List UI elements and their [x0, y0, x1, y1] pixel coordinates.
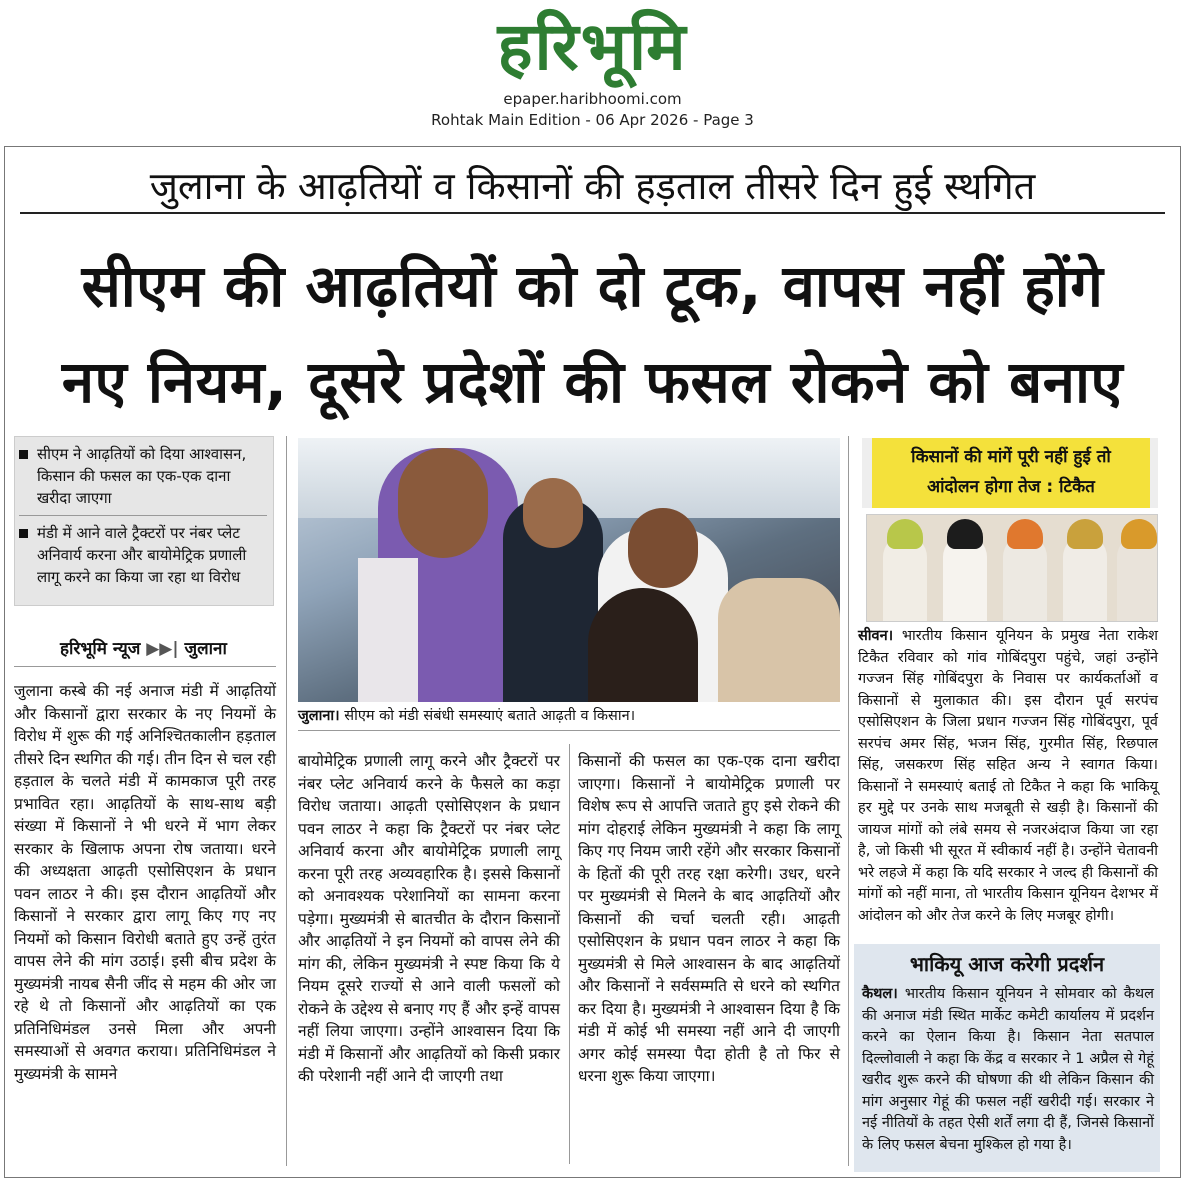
caption-text: सीएम को मंडी संबंधी समस्याएं बताते आढ़ती व किसान।	[344, 708, 636, 724]
sidebar-headline-line2: आंदोलन होगा तेज : टिकैत	[927, 477, 1095, 497]
square-bullet-icon	[19, 450, 28, 459]
byline	[60, 636, 227, 659]
article-column-2: बायोमेट्रिक प्रणाली लागू करने और ट्रैक्टरों पर नंबर प्लेट अनिवार्य करने के फैसले का कड़ा विरोध जताया। आढ़ती एसोसिएशन के प्रधान पवन लाठर ने कहा कि ट्रैक्टरों पर नंबर प्लेट अनिवार्य करना और बायोमेट्रिक प्रणाली लागू करना पूरी तरह अव्यवहारिक है। इससे किसानों को अनावश्यक परेशानियों का सामना करना पड़ेगा। मुख्यमंत्री से बातचीत के दौरान किसानों और आढ़तियों ने इन नियमों को वापस लेने की मांग की, लेकिन मुख्यमंत्री ने स्पष्ट किया कि ये नियम दूसरे राज्यों से आने वाली फसलों को रोकने के उद्देश्य से बनाए गए हैं और इन्हें वापस नहीं लिया जाएगा। उन्होंने आश्वासन दिया कि मंडी में किसानों और आढ़तियों को किसी प्रकार की परेशानी नहीं आने दी जाएगी तथा	[298, 752, 560, 1085]
byline-arrows-icon: ▶▶|	[146, 639, 179, 659]
sidebar-photo	[866, 514, 1158, 622]
square-bullet-icon	[19, 529, 28, 538]
article-column-3: किसानों की फसल का एक-एक दाना खरीदा जाएगा। किसानों ने बायोमेट्रिक प्रणाली पर विशेष रूप से आपत्ति जताते हुए इसे रोकने की मांग दोहराई लेकिन मुख्यमंत्री ने कहा कि लागू किए गए नियम जारी रहेंगे और सरकार किसानों के हितों की पूरी तरह रक्षा करेगी। उधर, धरने पर मुख्यमंत्री से मिलने के बाद आढ़तियों और किसानों की चर्चा चलती रही। आढ़ती एसोसिएशन के प्रधान पवन लाठर ने कहा कि मुख्यमंत्री से मिले आश्वासन के बाद आढ़तियों और किसानों ने सर्वसम्मति से धरने को स्थगित कर दिया है। मुख्यमंत्री ने आश्वासन दिया है कि मंडी में कोई भी समस्या नहीं आने दी जाएगी अगर कोई समस्या पैदा होती है तो फिर से धरना शुरू किया जाएगा।	[578, 752, 840, 1085]
byline-place: जुलाना	[184, 639, 227, 659]
caption-place: जुलाना।	[298, 708, 340, 724]
sidebar-story-body	[858, 626, 1158, 927]
bkiu-story-place: कैथल।	[862, 986, 898, 1002]
article-column-1: जुलाना कस्बे की नई अनाज मंडी में आढ़तियों और किसानों द्वारा सरकार के नए नियमों के विरोध में शुरू की गई अनिश्चितकालीन हड़ताल तीसरे दिन स्थगित की गई। तीन दिन से चल रही हड़ताल के चलते मंडी में कामकाज पूरी तरह प्रभावित रहा। आढ़तियों के साथ-साथ बड़ी संख्या में किसानों ने भी धरने में भाग लेकर सरकार के खिलाफ अपना रोष जताया। धरने की अध्यक्षता आढ़ती एसोसिएशन के प्रधान पवन लाठर ने की। इस दौरान आढ़तियों और किसानों ने सरकार द्वारा लागू किए गए नए नियमों को किसान विरोधी बताते हुए उन्हें तुरंत वापस लेने की मांग उठाई। इसी बीच प्रदेश के मुख्यमंत्री नायब सैनी जींद से महम की ओर जा रहे थे तो किसानों और आढ़तियों का एक प्रतिनिधिमंडल उनसे मिला और अपनी समस्याओं से अवगत कराया। प्रतिनिधिमंडल ने मुख्यमंत्री के सामने	[14, 682, 276, 1083]
divider	[19, 515, 267, 516]
divider	[298, 730, 840, 731]
bkiu-story-text: भारतीय किसान यूनियन ने सोमवार को कैथल की अनाज मंडी स्थित मार्केट कमेटी कार्यालय में प्रदर्शन करने का ऐलान किया है। किसान नेता सतपाल दिल्लोवाली ने कहा कि केंद्र व सरकार ने 1 अप्रैल से गेहूं खरीद शुरू करने की घोषणा की थी लेकिन किसान की मांग अनुसार गेहूं की फसल नहीं खरीदी गई। सरकार ने नई नीतियों के तहत ऐसी शर्तें लगा दी हैं, जिनसे किसानों के लिए फसल बेचना मुश्किल हो गया है।	[862, 986, 1154, 1153]
logo-text: हरिभूमि	[497, 8, 688, 85]
highlight-item	[19, 522, 267, 588]
photo-caption	[298, 706, 840, 726]
epaper-url[interactable]: epaper.haribhoomi.com	[503, 90, 682, 108]
edition-info: Rohtak Main Edition - 06 Apr 2026 - Page 3	[431, 111, 754, 129]
highlight-text: मंडी में आने वाले ट्रैक्टरों पर नंबर प्लेट अनिवार्य करना और बायोमेट्रिक प्रणाली लागू करने का किया जा रहा था विरोध	[37, 524, 247, 586]
main-headline-line1: सीएम की आढ़तियों को दो टूक, वापस नहीं होंगे	[81, 252, 1104, 320]
sidebar-story-place: सीवन।	[858, 628, 894, 644]
divider	[14, 666, 276, 667]
kicker-underline	[20, 212, 1165, 214]
bkiu-story-body	[862, 984, 1154, 1156]
masthead	[0, 0, 1185, 140]
sidebar-headline-line1: किसानों की मांगें पूरी नहीं हुई तो	[911, 447, 1111, 467]
column-divider	[848, 436, 849, 1166]
kicker-headline: जुलाना के आढ़तियों व किसानों की हड़ताल तीसरे दिन हुई स्थगित	[149, 164, 1036, 208]
highlight-text: सीएम ने आढ़तियों को दिया आश्वासन, किसान की फसल का एक-एक दाना खरीदा जाएगा	[37, 445, 247, 507]
byline-source: हरिभूमि न्यूज	[60, 639, 141, 659]
main-headline-line2: नए नियम, दूसरे प्रदेशों की फसल रोकने को बनाए	[61, 348, 1124, 416]
column-divider	[286, 436, 287, 1166]
column-divider	[569, 744, 570, 1164]
bkiu-story-title: भाकियू आज करेगी प्रदर्शन	[909, 952, 1105, 976]
highlights-box	[14, 436, 274, 606]
sidebar-headline-box	[862, 438, 1158, 508]
sidebar-story-text: भारतीय किसान यूनियन के प्रमुख नेता राकेश टिकैत रविवार को गांव गोबिंदपुरा पहुंचे, जहां उन्होंने गज्जन सिंह गोबिंदपुरा के निवास पर कार्यकर्ताओं व किसानों से मुलाकात की। इस दौरान पूर्व सरपंच एसोसिएशन के जिला प्रधान गज्जन सिंह गोबिंदपुरा, पूर्व सरपंच अमर सिंह, भजन सिंह, गुरमीत सिंह, रिछपाल सिंह, जसकरण सिंह सहित अन्य ने स्वागत किया। किसानों ने समस्याएं बताई तो टिकैत ने कहा कि भाकियू हर मुद्दे पर उनके साथ मजबूती से खड़ी है। किसानों की जायज मांगों को लंबे समय से नजरअंदाज किया जा रहा है, जो किसी भी सूरत में स्वीकार्य नहीं है। उन्होंने चेतावनी भरे लहजे में कहा कि यदि सरकार ने जल्द ही किसानों की मांगों को नहीं माना, तो भारतीय किसान यूनियन देशभर में आंदोलन को और तेज करने के लिए मजबूर होगी।	[858, 628, 1158, 924]
highlight-item	[19, 443, 267, 509]
article-photo	[298, 438, 840, 702]
haribhoomi-logo	[420, 6, 765, 88]
sidebar-headline	[872, 438, 1150, 508]
